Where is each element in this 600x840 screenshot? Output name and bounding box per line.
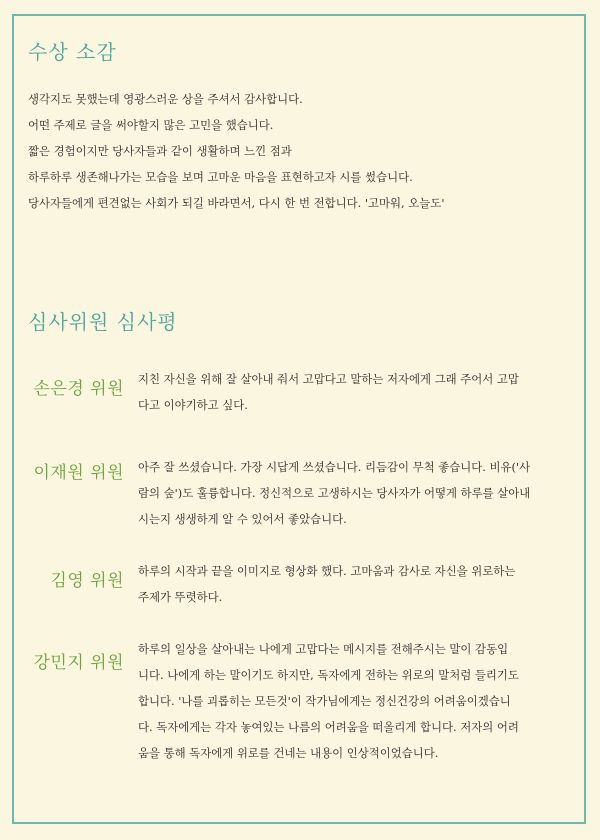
comment-line: 다고 이야기하고 싶다.: [138, 398, 248, 412]
comment-line: 시는지 생생하게 알 수 있어서 좋았습니다.: [138, 512, 347, 526]
comment-line: 니다. 나에게 하는 말이기도 하지만, 독자에게 전하는 위로의 말처럼 들리기도: [138, 668, 519, 682]
reviewer-name: 이재원 위원: [33, 463, 124, 483]
reviewer-name: 강민지 위원: [33, 653, 124, 673]
speech-line: 하루하루 생존해나가는 모습을 보며 고마운 마음을 표현하고자 시를 썼습니다.: [28, 170, 413, 184]
reviewer-comment: [138, 636, 578, 766]
reviewer-comment: [138, 366, 578, 418]
comment-line: 다. 독자에게는 각자 놓여있는 나름의 어려움을 떠올리게 합니다. 저자의 어려: [138, 720, 519, 734]
comment-line: 합니다. '나를 괴롭히는 모든것'이 작가님에게는 정신건강의 어려움이겠습니: [138, 694, 511, 708]
review-heading: 심사위원 심사평: [28, 310, 178, 334]
speech-line: 생각지도 못했는데 영광스러운 상을 주셔서 감사합니다.: [28, 92, 303, 106]
speech-line: 당사자들에게 편견없는 사회가 되길 바라면서, 다시 한 번 전합니다. '고마워, 오늘도': [28, 196, 445, 210]
comment-line: 움을 통해 독자에게 위로를 건네는 내용이 인상적이었습니다.: [138, 746, 439, 760]
reviewer-name: 김영 위원: [50, 571, 124, 591]
reviewer-comment: [138, 454, 578, 532]
speech-line: 어떤 주제로 글을 써야할지 많은 고민을 했습니다.: [28, 118, 274, 132]
comment-line: 아주 잘 쓰셨습니다. 가장 시답게 쓰셨습니다. 리듬감이 무척 좋습니다. 비유('사: [138, 460, 531, 474]
comment-line: 지친 자신을 위해 잘 살아내 줘서 고맙다고 말하는 저자에게 그래 주어서 고맙: [138, 372, 519, 386]
comment-line: 하루의 일상을 살아내는 나에게 고맙다는 메시지를 전해주시는 말이 감동입: [138, 642, 509, 656]
reviewer-name: 손은경 위원: [33, 379, 124, 399]
speech-line: 짧은 경험이지만 당사자들과 같이 생활하며 느낀 점과: [28, 144, 292, 158]
comment-line: 하루의 시작과 끝을 이미지로 형상화 했다. 고마움과 감사로 자신을 위로하는: [138, 564, 516, 578]
award-speech-heading: 수상 소감: [28, 40, 117, 64]
reviewer-comment: [138, 558, 578, 610]
comment-line: 주제가 뚜렷하다.: [138, 590, 223, 604]
award-speech-body: [28, 86, 576, 216]
comment-line: 람의 숲')도 훌륭합니다. 정신적으로 고생하시는 당사자가 어떻게 하루를 살아내: [138, 486, 531, 500]
